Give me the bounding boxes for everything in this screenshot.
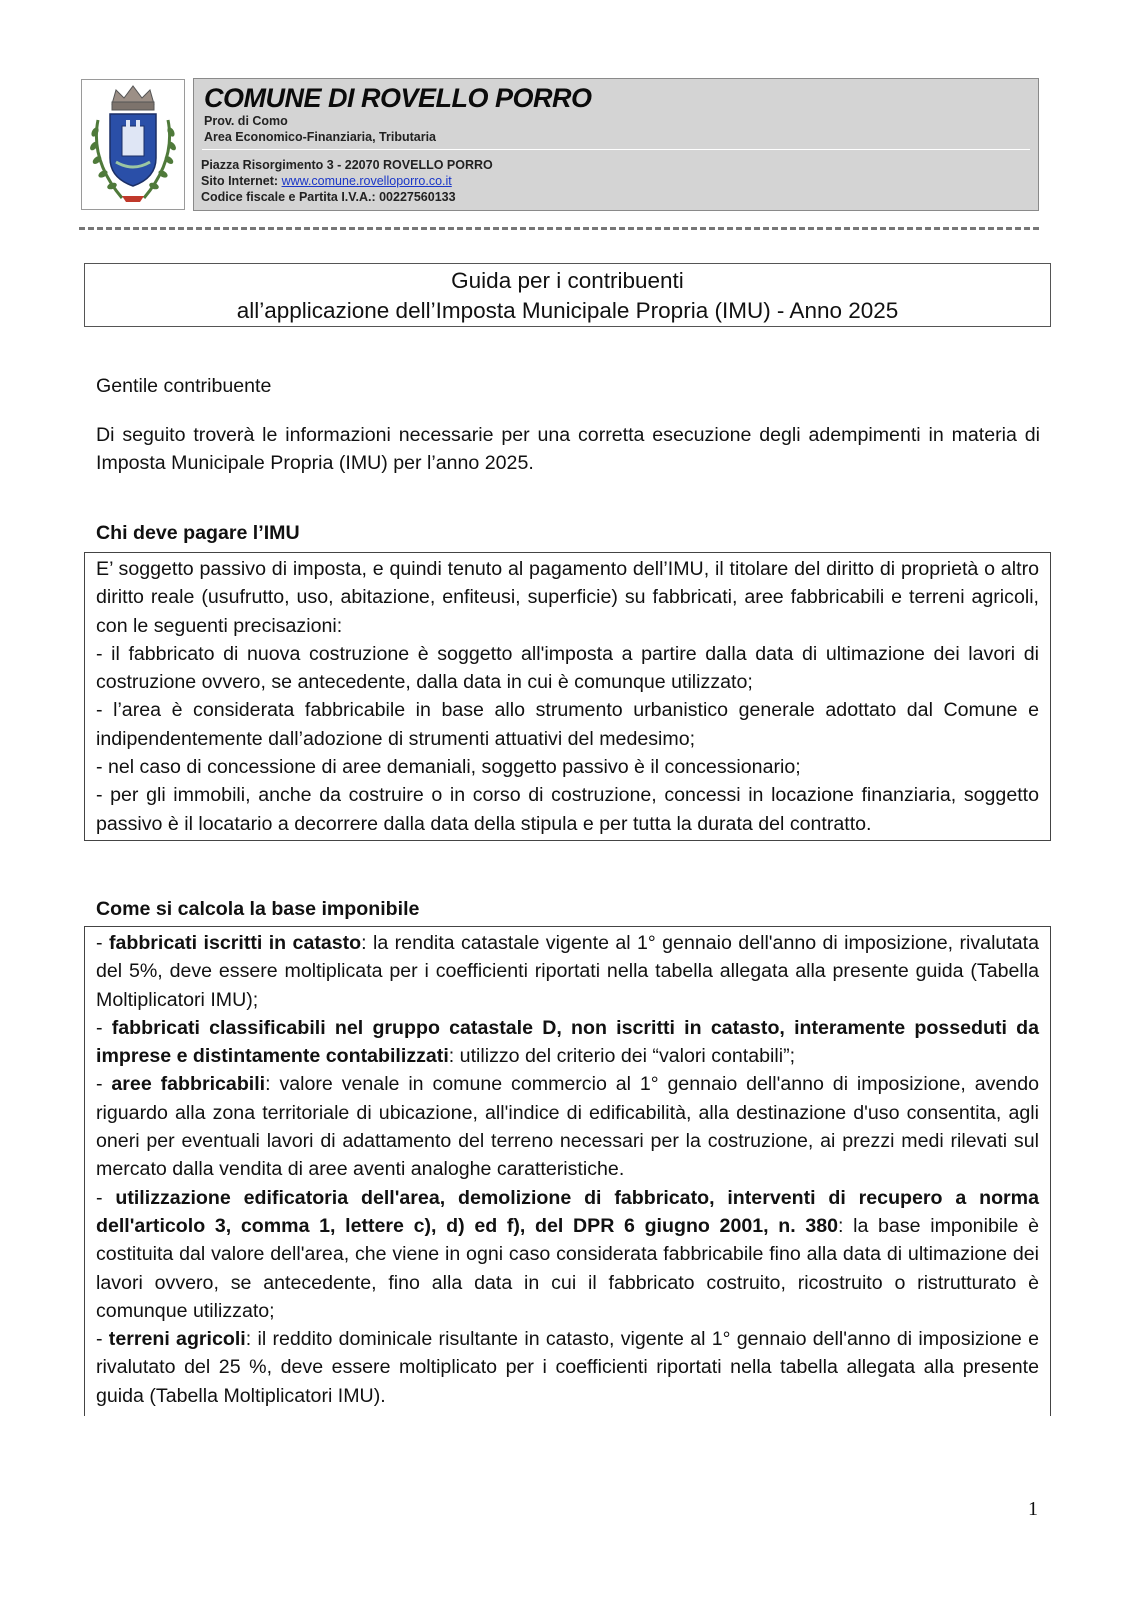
item-text: : la rendita catastale vigente al 1° gennaio dell'anno di imposizione, rivalutata del 5%, deve essere moltiplicata per i coefficienti riportati nella tabella allegata alla presente guida (Tabella Moltiplicatori IMU); [96, 932, 1039, 1011]
letterhead-box [193, 78, 1039, 211]
site-link[interactable]: www.comune.rovelloporro.co.it [281, 174, 452, 188]
item-text: : utilizzo del criterio dei “valori contabili”; [448, 1045, 796, 1068]
item-prefix: - [96, 1073, 112, 1096]
item-term: fabbricati classificabili nel gruppo catastale D, non iscritti in catasto, interamente posseduti da imprese e distintamente contabilizzati [96, 1016, 1039, 1068]
header-divider [202, 149, 1030, 150]
list-item [96, 1325, 1039, 1410]
site-label: Sito Internet: [201, 174, 282, 188]
list-item [96, 1070, 1039, 1183]
item-term: terreni agricoli [108, 1328, 246, 1351]
org-address: Piazza Risorgimento 3 - 22070 ROVELLO PORRO [201, 158, 493, 172]
document-title [84, 263, 1051, 327]
title-line-1: Guida per i contribuenti [451, 268, 684, 293]
item-prefix: - [96, 1016, 112, 1039]
item-prefix: - [96, 932, 109, 954]
org-tax-code: Codice fiscale e Partita I.V.A.: 00227560133 [201, 190, 456, 204]
item-term: fabbricati iscritti in catasto [108, 932, 362, 954]
item-text: : valore venale in comune commercio al 1° gennaio dell'anno di imposizione, avendo riguardo alla zona territoriale di ubicazione, all'indice di edificabilità, alla destinazione d'uso consentita, agli oneri per eventuali lavori di adattamento del terreno necessari per la costruzione, ai prezzi medi rilevati sul mercato dalla vendita di aree aventi analoghe caratteristiche. [96, 1073, 1039, 1181]
item-prefix: - [96, 1186, 116, 1209]
intro-paragraph: Di seguito troverà le informazioni necessarie per una corretta esecuzione degli adempimenti in materia di Imposta Municipale Propria (IMU) per l’anno 2025. [96, 424, 1040, 474]
org-name: COMUNE DI ROVELLO PORRO [204, 83, 592, 113]
greeting: Gentile contribuente [96, 375, 272, 397]
item-text: : la base imponibile è costituita dal valore dell'area, che viene in ogni caso considerata fabbricabile fino alla data di ultimazione dei lavori ovvero, se antecedente, fino alla data in cui il fabbricato costruito, ricostruito o ristrutturato è comunque utilizzato; [96, 1214, 1040, 1322]
section-box-chi-paga [84, 552, 1051, 841]
item-term: utilizzazione edificatoria dell'area, demolizione di fabbricato, interventi di recupero a norma dell'articolo 3, comma 1, lettere c), d) ed f), del DPR 6 giugno 2001, n. 380 [96, 1186, 1039, 1237]
org-department: Area Economico-Finanziaria, Tributaria [204, 130, 437, 144]
section-heading-base-imponibile: Come si calcola la base imponibile [96, 898, 420, 920]
section-heading-chi-paga: Chi deve pagare l’IMU [96, 522, 300, 544]
org-website [201, 174, 452, 188]
list-item [96, 929, 1039, 1014]
item-text: : il reddito dominicale risultante in catasto, vigente al 1° gennaio dell'anno di imposizione e rivalutato del 25 %, deve essere moltiplicato per i coefficienti riportati nella tabella allegata alla presente guida (Tabella Moltiplicatori IMU). [96, 1328, 1039, 1407]
crest-emblem-icon [82, 80, 184, 209]
item-prefix: - [96, 1328, 109, 1351]
paragraph: - nel caso di concessione di aree demaniali, soggetto passivo è il concessionario; [96, 756, 801, 779]
list-item [96, 1014, 1039, 1071]
paragraph: - l’area è considerata fabbricabile in base allo strumento urbanistico generale adottato dal Comune e indipendentemente dall’adozione di strumenti attuativi del medesimo; [96, 699, 1039, 750]
section-box-base-imponibile [84, 926, 1051, 1416]
item-term: aree fabbricabili [111, 1073, 266, 1096]
page-number: 1 [1028, 1498, 1038, 1520]
paragraph: - il fabbricato di nuova costruzione è soggetto all'imposta a partire dalla data di ultimazione dei lavori di costruzione ovvero, se antecedente, dalla data in cui è comunque utilizzato; [96, 642, 1039, 694]
list-item [96, 1184, 1039, 1325]
paragraph: E’ soggetto passivo di imposta, e quindi tenuto al pagamento dell’IMU, il titolare del diritto di proprietà o altro diritto reale (usufrutto, uso, abitazione, enfiteusi, superficie) su fabbricati, aree fabbricabili e terreni agricoli, con le seguenti precisazioni: [96, 558, 1039, 637]
org-province: Prov. di Como [204, 114, 288, 128]
title-line-2: all’applicazione dell’Imposta Municipale Propria (IMU) - Anno 2025 [236, 298, 899, 323]
paragraph: - per gli immobili, anche da costruire o in corso di costruzione, concessi in locazione finanziaria, soggetto passivo è il locatario a decorrere dalla data della stipula e per tutta la durata del contratto. [96, 784, 1039, 835]
municipal-crest [81, 79, 185, 210]
header-separator [79, 227, 1039, 230]
